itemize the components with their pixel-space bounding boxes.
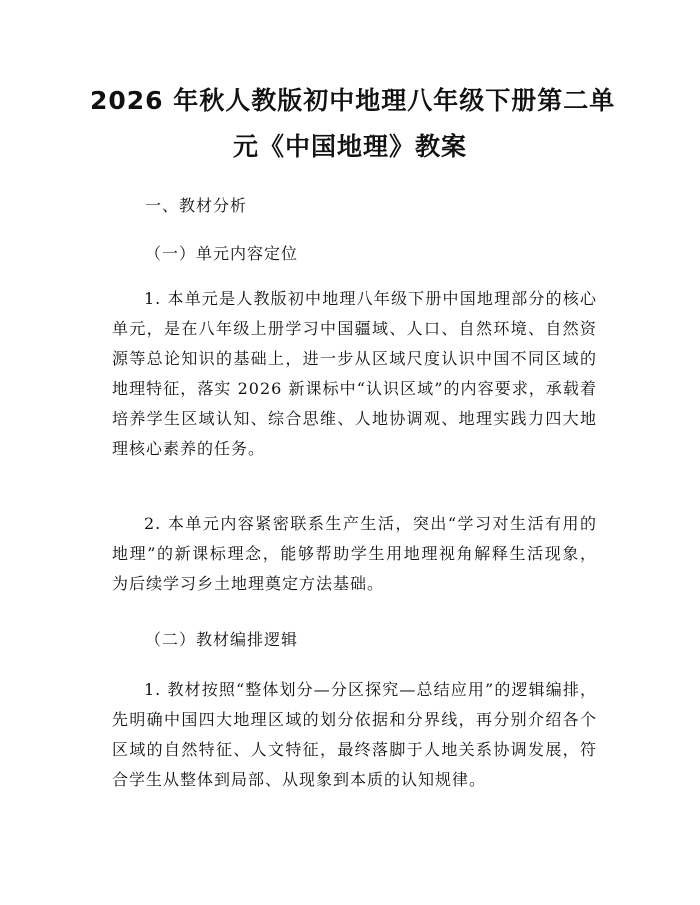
paragraph-textbook-logic: 1. 教材按照“整体划分—分区探究—总结应用”的逻辑编排，先明确中国四大地理区域的划分依据和分界线，再分别介绍各个区域的自然特征、人文特征，最终落脚于人地关系协调发展，符合学生从整体到局部、从现象到本质的认知规律。	[112, 680, 597, 789]
subsection-heading-textbook-logic: （二）教材编排逻辑	[145, 630, 299, 649]
subsection-heading-unit-positioning: （一）单元内容定位	[145, 244, 299, 263]
paragraph-life-connection: 2. 本单元内容紧密联系生产生活，突出“学习对生活有用的地理”的新课标理念，能够帮助学生用地理视角解释生活现象，为后续学习乡土地理奠定方法基础。	[112, 514, 597, 593]
document-title-line-1: 2026 年秋人教版初中地理八年级下册第二单	[90, 86, 616, 115]
section-heading-textbook-analysis: 一、教材分析	[145, 196, 248, 215]
paragraph-unit-core: 1. 本单元是人教版初中地理八年级下册中国地理部分的核心单元，是在八年级上册学习中国疆域、人口、自然环境、自然资源等总论知识的基础上，进一步从区域尺度认识中国不同区域的地理特征，落实 2026 新课标中“认识区域”的内容要求，承载着培养学生区域认知、综合思维、人地协调观、地理实践力四大地理核心素养的任务。	[112, 289, 597, 458]
document-title-line-2: 元《中国地理》教案	[232, 132, 467, 161]
